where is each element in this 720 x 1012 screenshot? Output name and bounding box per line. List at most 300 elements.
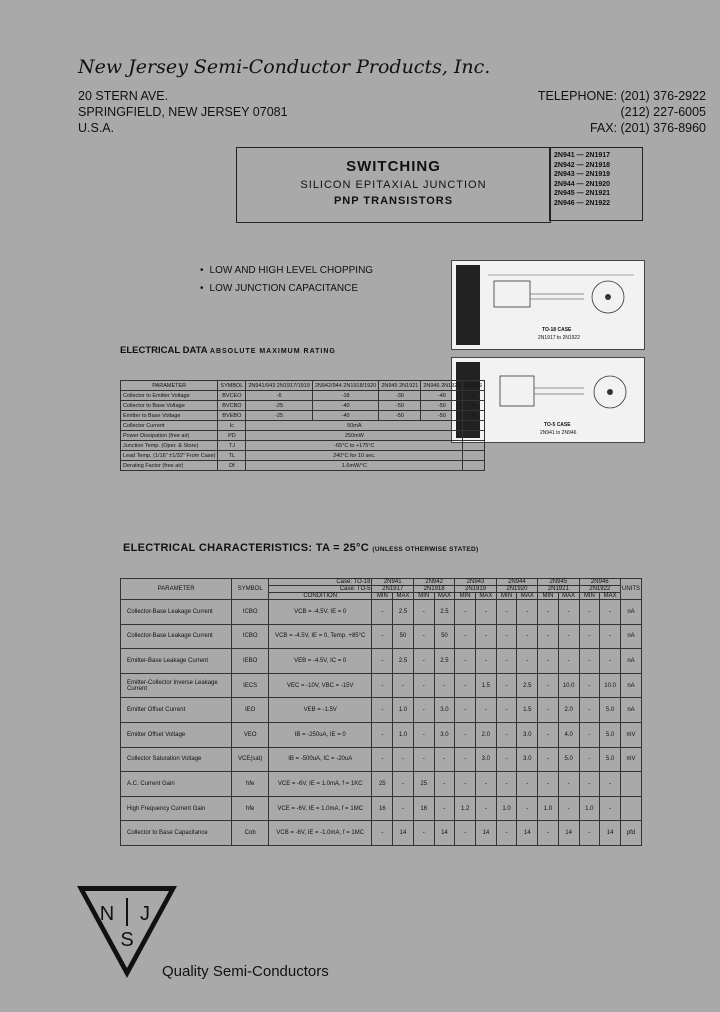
cell: VCB = -4.5V, IE = 0 xyxy=(268,600,372,625)
cell: 3.0 xyxy=(475,747,496,772)
type-header: 2N1921 xyxy=(538,586,579,593)
cell: VCB = -4.5V, IE = 0, Temp. +85°C xyxy=(268,624,372,649)
cell: Derating Factor (free air) xyxy=(121,461,218,471)
cell: VEO xyxy=(232,722,269,747)
cell: Emitter to Base Voltage xyxy=(121,411,218,421)
cell: - xyxy=(372,649,393,674)
table-row xyxy=(121,624,642,649)
cell: - xyxy=(455,698,476,723)
cell: nA xyxy=(621,600,642,625)
transistor-photo xyxy=(456,265,480,345)
col-header: SYMBOL xyxy=(232,579,269,600)
cell: - xyxy=(434,747,455,772)
cell: - xyxy=(517,649,538,674)
package-label: TO-5 CASE xyxy=(544,422,571,428)
cell: PD xyxy=(218,431,246,441)
heading-text: ELECTRICAL DATA xyxy=(120,345,208,356)
table-row xyxy=(121,451,485,461)
electrical-characteristics-table xyxy=(120,578,642,846)
cell: 2.5 xyxy=(434,649,455,674)
cell: - xyxy=(475,698,496,723)
part-number: 2N942 — 2N1918 xyxy=(554,161,611,169)
case-label: Case: TO-18 xyxy=(268,579,372,586)
table-row xyxy=(121,431,485,441)
cell: 2.0 xyxy=(558,698,579,723)
type-header: 2N1917 xyxy=(372,586,413,593)
cell: IEBO xyxy=(232,649,269,674)
cell: - xyxy=(455,600,476,625)
col-header: CONDITION xyxy=(268,593,372,600)
cell: Emitter-Collector Inverse Leakage Current xyxy=(121,673,232,698)
cell: 2.5 xyxy=(434,600,455,625)
part-number: 2N943 — 2N1919 xyxy=(554,171,611,179)
cell: Df xyxy=(218,461,246,471)
subheading-text: (UNLESS OTHERWISE STATED) xyxy=(372,546,479,553)
logo-letter: S xyxy=(120,929,134,951)
cell: A.C. Current Gain xyxy=(121,772,232,797)
cell: 1.5 xyxy=(517,698,538,723)
cell: - xyxy=(434,673,455,698)
cell: Power Dissipation (free air) xyxy=(121,431,218,441)
cell: - xyxy=(538,600,559,625)
cell: -65°C to +175°C xyxy=(246,441,463,451)
cell: 3.0 xyxy=(517,722,538,747)
col-header: 2N941/943 2N1917/1919 xyxy=(246,381,312,391)
type-header: 2N1920 xyxy=(496,586,537,593)
cell: -18 xyxy=(312,391,378,401)
cell: mV xyxy=(621,747,642,772)
cell: - xyxy=(496,649,517,674)
cell: 10.0 xyxy=(600,673,621,698)
cell: 14 xyxy=(600,821,621,846)
cell: 2.5 xyxy=(393,649,414,674)
minmax-header: MAX xyxy=(434,593,455,600)
feature-item xyxy=(200,280,373,298)
cell: - xyxy=(372,747,393,772)
cell: VCB = -6V, IE = -1.0mA, f = 1MC xyxy=(268,821,372,846)
cell: mV xyxy=(621,722,642,747)
cell: 1.0 xyxy=(496,796,517,821)
cell: - xyxy=(413,673,434,698)
cell: - xyxy=(579,649,600,674)
minmax-header: MAX xyxy=(475,593,496,600)
minmax-header: MIN xyxy=(413,593,434,600)
cell: 50 xyxy=(434,624,455,649)
cell: -40 xyxy=(421,391,463,401)
cell: 1.0 xyxy=(538,796,559,821)
cell: - xyxy=(558,772,579,797)
cell xyxy=(463,431,485,441)
cell: - xyxy=(496,673,517,698)
cell: - xyxy=(434,772,455,797)
cell: - xyxy=(413,649,434,674)
cell: 14 xyxy=(475,821,496,846)
cell: -25 xyxy=(246,411,312,421)
cell: 2.5 xyxy=(517,673,538,698)
table-row xyxy=(121,461,485,471)
cell: 2.5 xyxy=(393,600,414,625)
type-header: 2N941 xyxy=(372,579,413,586)
cell: - xyxy=(538,673,559,698)
abs-max-heading xyxy=(120,345,336,356)
logo-letter: N xyxy=(99,903,115,925)
cell: 3.0 xyxy=(434,722,455,747)
address-line: U.S.A. xyxy=(78,121,115,135)
cell: - xyxy=(455,673,476,698)
table-row xyxy=(121,600,642,625)
cell: - xyxy=(393,772,414,797)
cell: 3.0 xyxy=(517,747,538,772)
cell: 10.0 xyxy=(558,673,579,698)
contact-block xyxy=(538,88,706,136)
cell: -6 xyxy=(246,391,312,401)
cell: Collector Current xyxy=(121,421,218,431)
type-header: 2N1919 xyxy=(455,586,496,593)
cell: - xyxy=(517,772,538,797)
cell: - xyxy=(517,796,538,821)
cell: Ic xyxy=(218,421,246,431)
cell: TJ xyxy=(218,441,246,451)
cell: - xyxy=(538,821,559,846)
cell: BVCBO xyxy=(218,401,246,411)
cell: - xyxy=(579,624,600,649)
cell xyxy=(463,421,485,431)
package-note: 2N941 to 2N946 xyxy=(540,430,577,436)
minmax-header: MIN xyxy=(455,593,476,600)
cell: IB = -250uA, IE = 0 xyxy=(268,722,372,747)
cell: - xyxy=(496,772,517,797)
telephone-2: (212) 227-6005 xyxy=(620,105,706,119)
part-number: 2N941 — 2N1917 xyxy=(554,152,611,159)
cell: - xyxy=(372,624,393,649)
bullet-icon: • xyxy=(200,265,204,276)
address-line: 20 STERN AVE. xyxy=(78,89,169,103)
cell: VCE = -6V, IE = 1.0mA, f = 1KC xyxy=(268,772,372,797)
cell: V xyxy=(463,391,485,401)
col-header: 2N946 2N1922 xyxy=(421,381,463,391)
cell: - xyxy=(558,796,579,821)
cell: 1.0 xyxy=(393,722,414,747)
cell: - xyxy=(517,624,538,649)
table-header-row xyxy=(121,381,485,391)
type-header: 2N944 xyxy=(496,579,537,586)
type-header: 2N1918 xyxy=(413,586,454,593)
cell: - xyxy=(455,747,476,772)
part-numbers-box xyxy=(549,147,643,221)
cell: Collector Saturation Voltage xyxy=(121,747,232,772)
cell: VCE = -6V, IE = 1.0mA, f = 1MC xyxy=(268,796,372,821)
cell: - xyxy=(372,673,393,698)
cell: - xyxy=(558,624,579,649)
col-header: 2N945 2N1921 xyxy=(379,381,421,391)
cell: 240°C for 10 sec. xyxy=(246,451,463,461)
cell: - xyxy=(413,600,434,625)
case-label: Case: TO-5 xyxy=(268,586,372,593)
cell: Emitter Offset Current xyxy=(121,698,232,723)
address-block xyxy=(78,88,288,136)
part-number: 2N946 — 2N1922 xyxy=(554,199,611,207)
cell: 16 xyxy=(413,796,434,821)
cell: nA xyxy=(621,698,642,723)
col-header: SYMBOL xyxy=(218,381,246,391)
cell: - xyxy=(538,649,559,674)
cell: Collector to Base Capacitance xyxy=(121,821,232,846)
cell: ICBO xyxy=(232,624,269,649)
col-header: UNITS xyxy=(463,381,485,391)
cell: 1.0 xyxy=(393,698,414,723)
minmax-header: MIN xyxy=(579,593,600,600)
table-row xyxy=(121,411,485,421)
cell: - xyxy=(475,624,496,649)
cell: Junction Temp. (Oper. & Store) xyxy=(121,441,218,451)
cell: - xyxy=(475,772,496,797)
cell: nA xyxy=(621,624,642,649)
cell: -40 xyxy=(312,401,378,411)
cell: - xyxy=(372,600,393,625)
cell: - xyxy=(517,600,538,625)
subheading-text: ABSOLUTE MAXIMUM RATING xyxy=(209,348,336,355)
cell: nA xyxy=(621,649,642,674)
table-row xyxy=(121,673,642,698)
table-row xyxy=(121,772,642,797)
type-header: 2N943 xyxy=(455,579,496,586)
cell: IECS xyxy=(232,673,269,698)
table-row xyxy=(121,421,485,431)
cell: - xyxy=(558,649,579,674)
cell: 25 xyxy=(413,772,434,797)
cell: V xyxy=(463,411,485,421)
cell: 1.2 xyxy=(455,796,476,821)
col-header: UNITS xyxy=(621,579,642,600)
title-box xyxy=(236,147,551,223)
cell: - xyxy=(455,649,476,674)
cell: High Frequency Current Gain xyxy=(121,796,232,821)
cell: TL xyxy=(218,451,246,461)
cell: Collector to Base Voltage xyxy=(121,401,218,411)
cell: 50 xyxy=(393,624,414,649)
minmax-header: MAX xyxy=(600,593,621,600)
cell: - xyxy=(393,747,414,772)
cell: VCE(sat) xyxy=(232,747,269,772)
cell: VEB = -1.5V xyxy=(268,698,372,723)
table-row xyxy=(121,796,642,821)
cell: pfd xyxy=(621,821,642,846)
cell: - xyxy=(579,600,600,625)
cell: - xyxy=(496,600,517,625)
table-row xyxy=(121,649,642,674)
cell: 14 xyxy=(517,821,538,846)
cell: - xyxy=(413,747,434,772)
tagline: Quality Semi-Conductors xyxy=(162,963,329,980)
minmax-header: MIN xyxy=(372,593,393,600)
type-header: 2N1922 xyxy=(579,586,620,593)
type-header: 2N945 xyxy=(538,579,579,586)
minmax-header: MIN xyxy=(538,593,559,600)
cell: 2.0 xyxy=(475,722,496,747)
cell: -50 xyxy=(379,411,421,421)
cell: - xyxy=(579,821,600,846)
cell: - xyxy=(538,772,559,797)
cell: Emitter-Base Leakage Current xyxy=(121,649,232,674)
cell: Collector to Emitter Voltage xyxy=(121,391,218,401)
cell: - xyxy=(579,698,600,723)
address-line: SPRINGFIELD, NEW JERSEY 07081 xyxy=(78,105,288,119)
cell: V xyxy=(463,401,485,411)
cell xyxy=(463,441,485,451)
table-row xyxy=(121,401,485,411)
table-row xyxy=(121,698,642,723)
dimension-drawing-icon xyxy=(484,366,640,422)
cell: - xyxy=(413,821,434,846)
title-line-1: SWITCHING xyxy=(346,158,441,175)
minmax-header: MAX xyxy=(558,593,579,600)
cell: VEB = -4.5V, IC = 0 xyxy=(268,649,372,674)
cell: - xyxy=(413,722,434,747)
cell: - xyxy=(413,624,434,649)
cell: hfe xyxy=(232,796,269,821)
table-row xyxy=(121,722,642,747)
cell: - xyxy=(372,722,393,747)
logo-letter: J xyxy=(140,903,150,925)
cell: - xyxy=(600,624,621,649)
cell: IEO xyxy=(232,698,269,723)
cell: hfe xyxy=(232,772,269,797)
minmax-header: MAX xyxy=(517,593,538,600)
cell: - xyxy=(455,624,476,649)
col-header: PARAMETER xyxy=(121,579,232,600)
cell: - xyxy=(455,772,476,797)
feature-text: LOW JUNCTION CAPACITANCE xyxy=(209,283,359,294)
col-header: 2N942/944 2N1918/1920 xyxy=(312,381,378,391)
package-note: 2N1917 to 2N1922 xyxy=(538,335,580,341)
cell: -30 xyxy=(379,391,421,401)
minmax-header: MAX xyxy=(393,593,414,600)
cell: 1.6mW/°C xyxy=(246,461,463,471)
heading-text: ELECTRICAL CHARACTERISTICS: TA = 25°C xyxy=(123,542,370,554)
cell: - xyxy=(600,649,621,674)
cell: Lead Temp. (1/16" ±1/32" From Case) xyxy=(121,451,218,461)
cell: - xyxy=(455,821,476,846)
to18-package-drawing xyxy=(451,260,645,350)
cell: - xyxy=(413,698,434,723)
table-row xyxy=(121,441,485,451)
cell: - xyxy=(579,722,600,747)
cell: nA xyxy=(621,673,642,698)
cell: IB = -500uA, IC = -20uA xyxy=(268,747,372,772)
cell: - xyxy=(496,624,517,649)
cell: 3.0 xyxy=(434,698,455,723)
cell: - xyxy=(475,600,496,625)
cell: 1.0 xyxy=(579,796,600,821)
feature-list xyxy=(200,262,373,298)
cell: -40 xyxy=(312,411,378,421)
cell: VEC = -10V, VBC = -15V xyxy=(268,673,372,698)
cell: 14 xyxy=(558,821,579,846)
company-name: New Jersey Semi-Conductor Products, Inc. xyxy=(78,56,491,78)
cell: 14 xyxy=(434,821,455,846)
table-row xyxy=(121,821,642,846)
cell: 50mA xyxy=(246,421,463,431)
cell: 250mW xyxy=(246,431,463,441)
cell: - xyxy=(496,698,517,723)
bullet-icon: • xyxy=(200,283,204,294)
cell: 16 xyxy=(372,796,393,821)
cell: 5.0 xyxy=(600,747,621,772)
feature-text: LOW AND HIGH LEVEL CHOPPING xyxy=(209,265,374,276)
cell: Emitter Offset Voltage xyxy=(121,722,232,747)
cell: 5.0 xyxy=(558,747,579,772)
part-number: 2N945 — 2N1921 xyxy=(554,190,611,198)
table-row xyxy=(121,391,485,401)
cell: - xyxy=(434,796,455,821)
cell: - xyxy=(558,600,579,625)
telephone: TELEPHONE: (201) 376-2922 xyxy=(537,89,706,103)
cell: Collector-Base Leakage Current xyxy=(121,624,232,649)
cell: -25 xyxy=(246,401,312,411)
type-header: 2N946 xyxy=(579,579,620,586)
cell: 4.0 xyxy=(558,722,579,747)
cell: 5.0 xyxy=(600,698,621,723)
cell: - xyxy=(600,600,621,625)
cell: ICBO xyxy=(232,600,269,625)
cell: 25 xyxy=(372,772,393,797)
cell: 1.5 xyxy=(475,673,496,698)
cell: Cob xyxy=(232,821,269,846)
cell: -50 xyxy=(421,411,463,421)
cell: - xyxy=(455,722,476,747)
col-header: PARAMETER xyxy=(121,381,218,391)
fax: FAX: (201) 376-8960 xyxy=(589,121,706,135)
cell: - xyxy=(538,698,559,723)
cell: 5.0 xyxy=(600,722,621,747)
abs-max-table xyxy=(120,380,485,471)
cell: - xyxy=(496,747,517,772)
cell: - xyxy=(579,747,600,772)
dimension-drawing-icon xyxy=(484,267,640,333)
cell: -50 xyxy=(379,401,421,411)
cell: - xyxy=(475,649,496,674)
cell: -50 xyxy=(421,401,463,411)
minmax-header: MIN xyxy=(496,593,517,600)
cell: - xyxy=(372,821,393,846)
cell: BVCEO xyxy=(218,391,246,401)
cell: - xyxy=(579,772,600,797)
cell: - xyxy=(496,821,517,846)
title-line-2: SILICON EPITAXIAL JUNCTION xyxy=(300,179,487,191)
title-line-3: PNP TRANSISTORS xyxy=(333,195,454,207)
package-label: TO-18 CASE xyxy=(542,327,572,333)
cell: - xyxy=(496,722,517,747)
ec-heading xyxy=(123,542,478,554)
cell: - xyxy=(600,772,621,797)
table-row xyxy=(121,747,642,772)
cell: BVEBO xyxy=(218,411,246,421)
type-header: 2N942 xyxy=(413,579,454,586)
cell: - xyxy=(475,796,496,821)
cell: - xyxy=(538,722,559,747)
cell: - xyxy=(538,747,559,772)
feature-item xyxy=(200,262,373,280)
cell: 14 xyxy=(393,821,414,846)
cell: - xyxy=(579,673,600,698)
cell: - xyxy=(372,698,393,723)
table-header-row xyxy=(121,579,642,586)
cell xyxy=(463,451,485,461)
cell: - xyxy=(600,796,621,821)
cell xyxy=(463,461,485,471)
cell: - xyxy=(393,796,414,821)
cell: - xyxy=(538,624,559,649)
